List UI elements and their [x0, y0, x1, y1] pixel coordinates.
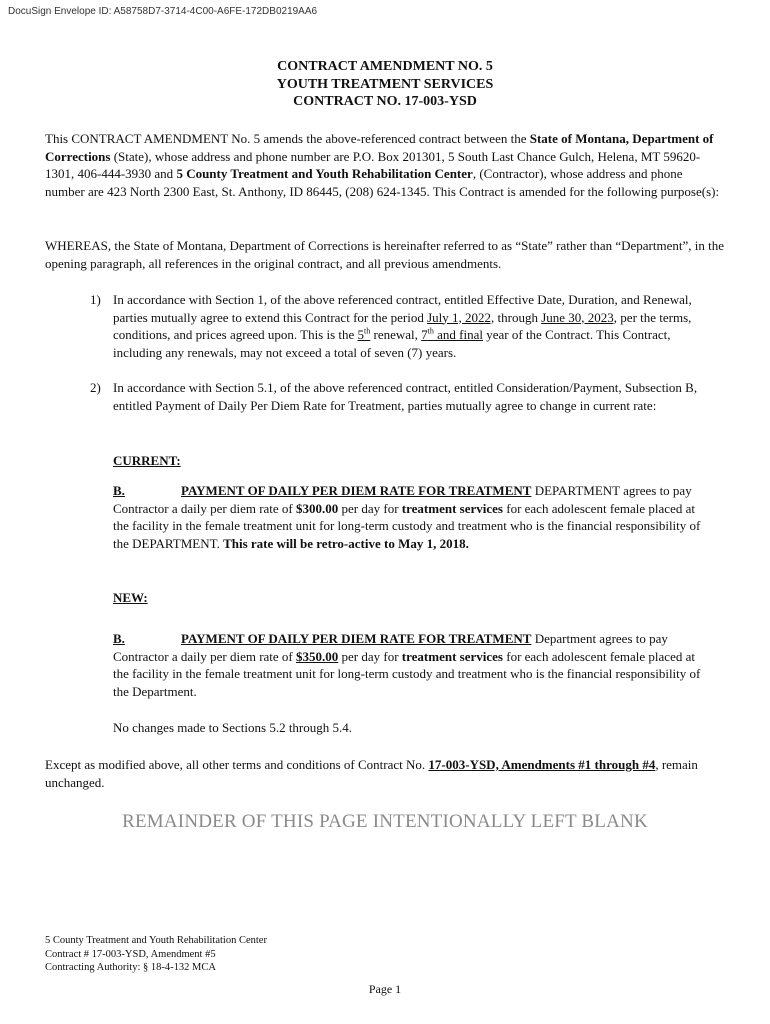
final-year — [421, 327, 483, 342]
current-text-a: DEPARTMENT agrees to pay Contractor a daily per diem rate of — [113, 483, 692, 516]
new-services: treatment services — [401, 648, 503, 664]
retro-active-note: This rate will be retro-active to May 1, 2018. — [223, 535, 469, 551]
item-2-text: In accordance with Section 5.1, of the above referenced contract, entitled Consideration/Payment, Subsection B, entitled Payment of Daily Per Diem Rate for Treatment, parties mutually agree to change in current rate: — [113, 380, 698, 413]
except-paragraph — [45, 756, 725, 791]
title-line-1: CONTRACT AMENDMENT NO. 5 — [277, 59, 493, 74]
no-changes-note: No changes made to Sections 5.2 through 5.4. — [113, 720, 353, 735]
item-1-part-d: renewal, — [370, 327, 422, 342]
new-heading-text: NEW: — [113, 590, 148, 605]
whereas-paragraph: WHEREAS, the State of Montana, Department of Corrections is hereinafter referred to as “State” rather than “Department”, in the opening paragraph, all references in the original contract, and all previous amendments. — [45, 238, 724, 271]
new-caption: PAYMENT OF DAILY PER DIEM RATE FOR TREATMENT — [181, 631, 532, 646]
current-paragraph — [113, 482, 713, 552]
footer-line-2: Contract # 17-003-YSD, Amendment #5 — [45, 948, 216, 960]
intro-text-2: (State), whose address and phone number are P.O. Box 201301, 5 South Last Chance Gulch, Helena, MT 59620-1301, 406-444-3930 and — [45, 148, 701, 181]
footer-line-1: 5 County Treatment and Youth Rehabilitation Center — [45, 935, 267, 946]
title-line-2: YOUTH TREATMENT SERVICES — [276, 76, 494, 92]
except-text-b: , remain unchanged. — [45, 757, 698, 790]
new-heading — [113, 589, 713, 607]
current-heading-text: CURRENT: — [113, 453, 181, 468]
new-text-b: per day for — [338, 648, 402, 664]
docusign-envelope-id: DocuSign Envelope ID: A58758D7-3714-4C00-A6FE-172DB0219AA6 — [8, 6, 318, 17]
current-text-c: for each adolescent female placed at the facility in the female treatment unit for long-term custody and treatment who is the financial responsibility of the DEPARTMENT. — [113, 500, 701, 551]
contractor-party: 5 County Treatment and Youth Rehabilitation Center — [176, 166, 473, 181]
page-number: Page 1 — [368, 982, 402, 996]
title-line-3: CONTRACT NO. 17-003-YSD — [293, 94, 477, 109]
new-rate: $350.00 — [296, 648, 339, 664]
start-date: July 1, 2022, — [427, 309, 495, 325]
renewal-num: 5 — [357, 327, 365, 342]
end-date: June 30, 2023, — [541, 309, 618, 325]
renewal-number — [358, 327, 371, 342]
document-title — [0, 58, 770, 111]
new-letter: B. — [113, 631, 125, 646]
item-1-part-a: In accordance with Section 1, of the above referenced contract, entitled Effective Date, Duration, and Renewal, parties mutually agree to extend this Contract for the period — [113, 292, 692, 325]
current-rate: $300.00 — [296, 500, 339, 516]
renewal-sup: th — [364, 326, 371, 336]
item-2-number: 2) — [90, 380, 101, 395]
intro-paragraph — [45, 130, 725, 200]
item-1-part-e: year of the Contract. This Contract, including any renewals, may not exceed a total of seven (7) years. — [113, 327, 671, 360]
current-services: treatment services — [401, 500, 503, 516]
final-num: 7 — [421, 327, 428, 342]
intro-text-3: , (Contractor), whose address and phone number are 423 North 2300 East, St. Anthony, ID 86445, (208) 624-1345. This Contract is amended for the following purpose(s): — [45, 166, 720, 199]
amendments-reference: 17-003-YSD, Amendments #1 through #4 — [428, 757, 656, 772]
remainder-blank-notice: REMAINDER OF THIS PAGE INTENTIONALLY LEFT BLANK — [122, 811, 648, 832]
new-text-c: for each adolescent female placed at the facility in the female treatment unit for long-term custody and treatment who is the financial responsibility of the Department. — [113, 648, 701, 699]
final-sup: th — [427, 326, 434, 336]
current-text-b: per day for — [338, 500, 402, 516]
new-text-a: Department agrees to pay Contractor a daily per diem rate of — [113, 631, 668, 664]
item-1-text — [113, 291, 705, 361]
footer — [45, 934, 267, 975]
item-1-part-b: through — [494, 309, 542, 325]
except-text-a: Except as modified above, all other terms and conditions of Contract No. — [45, 757, 429, 772]
current-caption: PAYMENT OF DAILY PER DIEM RATE FOR TREATMENT — [181, 483, 532, 498]
intro-text-1: This CONTRACT AMENDMENT No. 5 amends the above-referenced contract between the — [45, 131, 530, 146]
current-heading — [113, 452, 713, 470]
final-text: and final — [433, 327, 483, 342]
current-letter: B. — [113, 483, 125, 498]
item-1-number: 1) — [90, 292, 101, 307]
item-1-part-c: per the terms, conditions, and prices agreed upon. This is the — [113, 309, 692, 342]
state-party: State of Montana, Department of Corrections — [45, 131, 714, 164]
footer-line-3: Contracting Authority: § 18-4-132 MCA — [45, 962, 216, 973]
new-paragraph — [113, 630, 713, 700]
